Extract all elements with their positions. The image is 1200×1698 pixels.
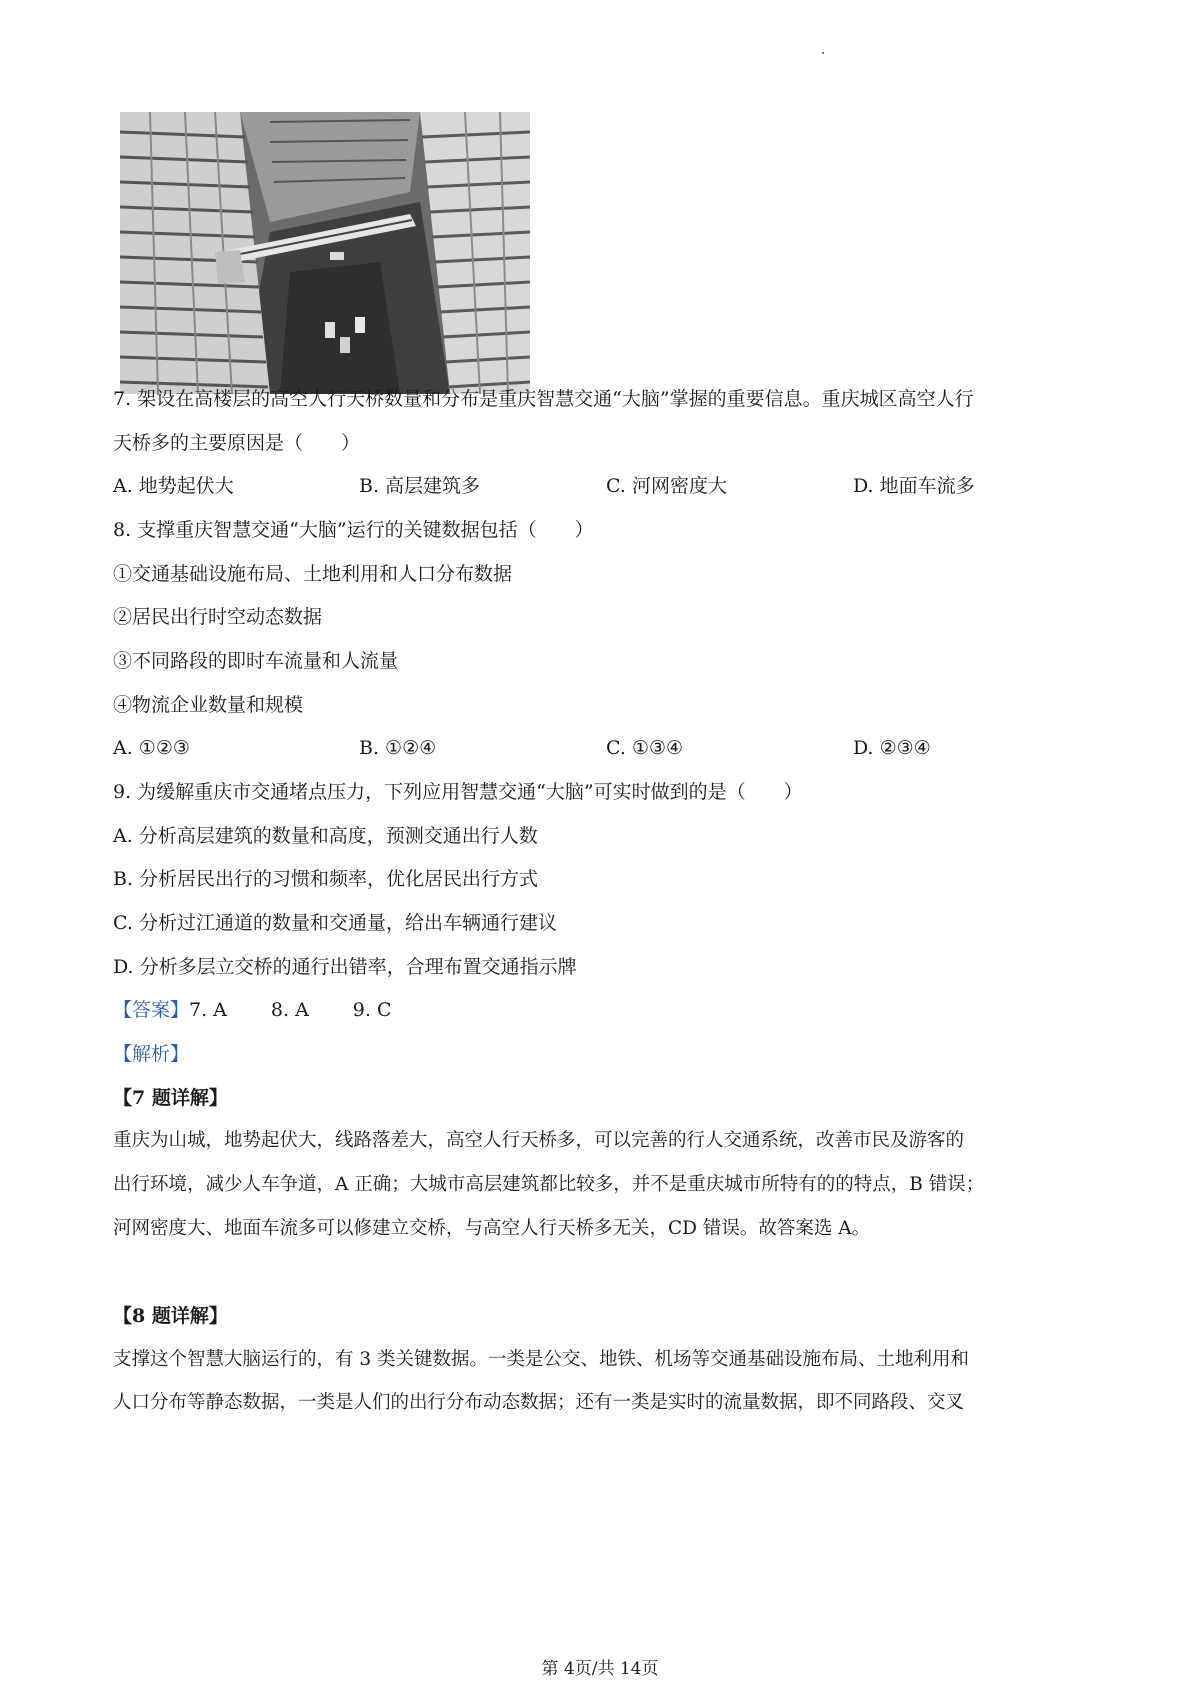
q7-option-d: D. 地面车流多 [853,475,975,497]
q7-stem-line1: 7. 架设在高楼层的高空人行天桥数量和分布是重庆智慧交通“大脑”掌握的重要信息。重庆城区高空人行 [113,388,974,410]
detail8-line1: 支撑这个智慧大脑运行的，有 3 类关键数据。一类是公交、地铁、机场等交通基础设施布局、土地利用和 [113,1349,970,1370]
detail8-title: 【8 题详解】 [113,1305,228,1327]
q7-stem-line2: 天桥多的主要原因是（ ） [113,432,361,454]
answer-item-7: 7. A [189,999,227,1021]
answer-item-9: 9. C [352,999,392,1021]
skybridge-photo-graphic [120,112,530,394]
analysis-label: 【解析】 [113,1043,190,1065]
detail8-line2: 人口分布等静态数据，一类是人们的出行分布动态数据；还有一类是实时的流量数据，即不同路段、交叉 [113,1392,965,1413]
q8-option-a: A. ①②③ [113,737,190,759]
q7-option-b: B. 高层建筑多 [359,475,481,497]
q8-option-c: C. ①③④ [606,737,684,759]
q8-item-1: ①交通基础设施布局、土地利用和人口分布数据 [113,563,513,585]
answer-label: 【答案】 [113,999,190,1021]
q7-option-a: A. 地势起伏大 [113,475,234,497]
answer-row [113,997,392,1023]
detail7-title: 【7 题详解】 [113,1087,228,1109]
q8-item-3: ③不同路段的即时车流量和人流量 [113,650,399,672]
q9-stem: 9. 为缓解重庆市交通堵点压力，下列应用智慧交通“大脑”可实时做到的是（ ） [113,781,803,803]
answer-item-8: 8. A [270,999,309,1021]
q8-option-b: B. ①②④ [359,737,437,759]
q9-option-b: B. 分析居民出行的习惯和频率，优化居民出行方式 [113,868,539,890]
detail7-line1: 重庆为山城，地势起伏大，线路落差大，高空人行天桥多，可以完善的行人交通系统，改善市民及游客的 [113,1130,965,1151]
q8-item-2: ②居民出行时空动态数据 [113,606,323,628]
q9-option-a: A. 分析高层建筑的数量和高度，预测交通出行人数 [113,825,538,847]
detail7-line2: 出行环境，减少人车争道，A 正确；大城市高层建筑都比较多，并不是重庆城市所特有的的特点，B 错误； [113,1174,985,1195]
detail7-line3: 河网密度大、地面车流多可以修建立交桥，与高空人行天桥多无关，CD 错误。故答案选 A。 [113,1218,871,1239]
q7-option-c: C. 河网密度大 [606,475,727,497]
q8-stem: 8. 支撑重庆智慧交通“大脑”运行的关键数据包括（ ） [113,519,594,541]
scan-dot [822,52,824,54]
skybridge-photo [120,112,530,394]
page-footer: 第 4页/共 14页 [541,1659,659,1679]
q8-option-d: D. ②③④ [853,737,931,759]
q8-item-4: ④物流企业数量和规模 [113,694,304,716]
q9-option-d: D. 分析多层立交桥的通行出错率，合理布置交通指示牌 [113,956,577,978]
q9-option-c: C. 分析过江通道的数量和交通量，给出车辆通行建议 [113,912,557,934]
